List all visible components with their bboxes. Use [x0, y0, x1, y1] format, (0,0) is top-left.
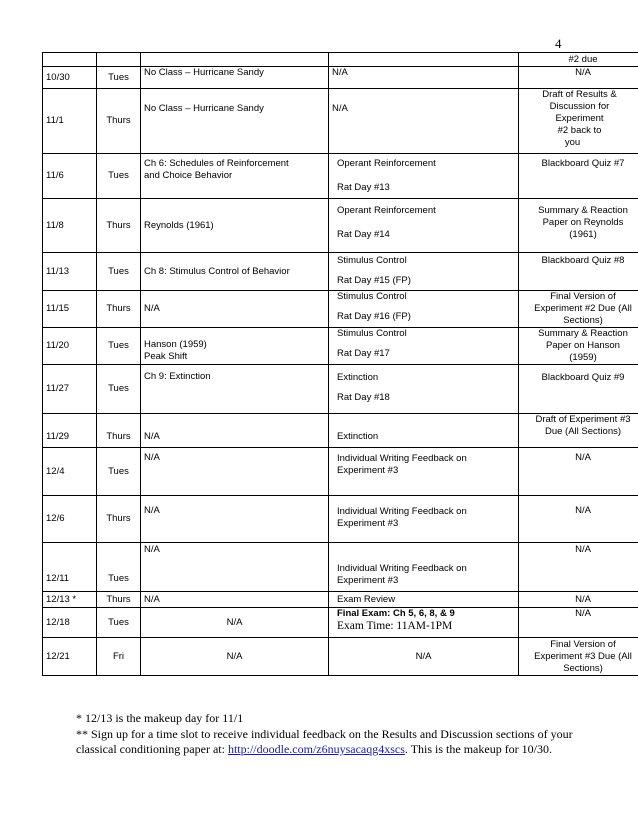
table-row: [43, 253, 638, 291]
table-row: [43, 199, 638, 253]
lab-line: Stimulus Control: [337, 328, 407, 339]
due-line: #2 back to: [557, 125, 602, 136]
topic-cell: N/A: [141, 638, 329, 676]
date-cell: 12/21: [43, 638, 97, 676]
due-cell: N/A: [519, 543, 638, 592]
table-row: [43, 608, 638, 638]
lab-line: Rat Day #14: [337, 229, 390, 240]
due-line: Paper on Hanson: [546, 340, 620, 351]
due-cell: N/A: [519, 67, 638, 89]
lab-cell: [329, 608, 519, 638]
day-cell: Tues: [97, 448, 141, 496]
lab-line: Experiment #3: [337, 575, 399, 586]
due-line: Sections): [563, 315, 603, 326]
date-cell: 11/29: [43, 414, 97, 448]
due-line: Paper on Reynolds: [542, 217, 624, 228]
topic-cell: [141, 154, 329, 199]
final-exam-time: Exam Time: 11AM-1PM: [337, 620, 453, 632]
day-cell: Tues: [97, 253, 141, 291]
due-line: you: [564, 137, 581, 148]
lab-line: Individual Writing Feedback on: [337, 563, 467, 574]
topic-cell: N/A: [141, 496, 329, 543]
day-cell: Tues: [97, 328, 141, 365]
due-cell: N/A: [519, 592, 638, 608]
lab-line: Operant Reinforcement: [337, 205, 436, 216]
due-line: Experiment: [555, 113, 604, 124]
date-cell: 10/30: [43, 67, 97, 89]
lab-line: Rat Day #16 (FP): [337, 311, 411, 322]
day-cell: [97, 53, 141, 67]
date-cell: 12/18: [43, 608, 97, 638]
day-cell: Fri: [97, 638, 141, 676]
table-row: [43, 543, 638, 592]
table-row: [43, 154, 638, 199]
topic-cell: No Class – Hurricane Sandy: [141, 89, 329, 154]
page-number: 4: [555, 36, 562, 51]
due-cell: N/A: [519, 608, 638, 638]
due-cell: [519, 414, 638, 448]
final-exam-title: Final Exam: Ch 5, 6, 8, & 9: [337, 608, 455, 619]
topic-cell: N/A: [141, 414, 329, 448]
lab-line: Extinction: [337, 372, 379, 383]
lab-cell: [329, 328, 519, 365]
table-row: [43, 365, 638, 414]
due-cell: Blackboard Quiz #8: [519, 253, 638, 291]
date-cell: 11/1: [43, 89, 97, 154]
due-cell: [519, 291, 638, 328]
lab-cell: [329, 496, 519, 543]
lab-line: Rat Day #13: [337, 182, 390, 193]
due-cell: #2 due: [519, 53, 638, 67]
due-cell: [519, 638, 638, 676]
lab-cell: [329, 448, 519, 496]
topic-cell: Reynolds (1961): [141, 199, 329, 253]
lab-line: Stimulus Control: [337, 255, 407, 266]
lab-cell: [329, 543, 519, 592]
day-cell: Tues: [97, 543, 141, 592]
due-cell: Blackboard Quiz #7: [519, 154, 638, 199]
topic-line: Hanson (1959): [144, 339, 207, 350]
day-cell: Thurs: [97, 592, 141, 608]
date-cell: 11/27: [43, 365, 97, 414]
footnote-signup-tail: . This is the makeup for 10/30.: [404, 742, 553, 756]
table-row: [43, 414, 638, 448]
due-cell: [519, 89, 638, 154]
lab-cell: N/A: [329, 638, 519, 676]
lab-line: Experiment #3: [337, 465, 399, 476]
lab-line: Operant Reinforcement: [337, 158, 436, 169]
lab-line: Experiment #3: [337, 518, 399, 529]
schedule-table: [42, 52, 638, 676]
topic-cell: [141, 53, 329, 67]
date-cell: 12/4: [43, 448, 97, 496]
day-cell: Thurs: [97, 414, 141, 448]
due-line: Sections): [563, 662, 603, 674]
topic-cell: N/A: [141, 448, 329, 496]
footnote-makeup-day: * 12/13 is the makeup day for 11/1: [76, 711, 244, 725]
due-line: Summary & Reaction: [538, 205, 628, 216]
date-cell: 12/6: [43, 496, 97, 543]
date-cell: 12/11: [43, 543, 97, 592]
footnotes: [76, 711, 596, 758]
due-line: Summary & Reaction: [538, 328, 628, 339]
table-row: [43, 67, 638, 89]
day-cell: Thurs: [97, 291, 141, 328]
topic-cell: Ch 9: Extinction: [141, 365, 329, 414]
day-cell: Thurs: [97, 199, 141, 253]
topic-cell: Ch 8: Stimulus Control of Behavior: [141, 253, 329, 291]
due-cell: N/A: [519, 448, 638, 496]
footnote-signup: [76, 727, 596, 758]
lab-line: Rat Day #15 (FP): [337, 275, 411, 286]
topic-cell: [141, 328, 329, 365]
lab-line: Individual Writing Feedback on: [337, 453, 467, 464]
date-cell: 11/8: [43, 199, 97, 253]
footnote-signup-text: ** Sign up for a time slot to receive individual feedback on the Results and Discussion sections of your classical conditioning paper at:: [76, 726, 573, 756]
table-row: [43, 496, 638, 543]
table-row: [43, 328, 638, 365]
table-row: [43, 89, 638, 154]
lab-cell: Exam Review: [329, 592, 519, 608]
due-line: Experiment #3 Due (All: [534, 650, 632, 662]
day-cell: Tues: [97, 365, 141, 414]
topic-line: Peak Shift: [144, 351, 188, 362]
due-cell: Blackboard Quiz #9: [519, 365, 638, 414]
due-line: Final Version of: [550, 638, 616, 650]
topic-cell: No Class – Hurricane Sandy: [141, 67, 329, 89]
lab-line: Stimulus Control: [337, 291, 407, 302]
lab-line: Rat Day #18: [337, 392, 390, 403]
topic-line: and Choice Behavior: [144, 170, 233, 181]
topic-cell: N/A: [141, 291, 329, 328]
date-cell: 11/15: [43, 291, 97, 328]
due-cell: [519, 199, 638, 253]
lab-cell: N/A: [329, 89, 519, 154]
lab-cell: [329, 253, 519, 291]
lab-cell: [329, 291, 519, 328]
lab-cell: [329, 365, 519, 414]
day-cell: Thurs: [97, 89, 141, 154]
lab-line: Individual Writing Feedback on: [337, 506, 467, 517]
due-line: Due (All Sections): [544, 426, 622, 437]
topic-cell: N/A: [141, 592, 329, 608]
day-cell: Tues: [97, 154, 141, 199]
date-cell: 12/13 *: [43, 592, 97, 608]
date-cell: 11/20: [43, 328, 97, 365]
day-cell: Thurs: [97, 496, 141, 543]
topic-cell: N/A: [141, 608, 329, 638]
lab-cell: N/A: [329, 67, 519, 89]
due-line: Experiment #2 Due (All: [534, 303, 632, 314]
due-line: Draft of Experiment #3: [535, 414, 631, 425]
date-cell: [43, 53, 97, 67]
topic-line: Ch 6: Schedules of Reinforcement: [144, 158, 289, 169]
due-line: Draft of Results &: [542, 89, 617, 100]
due-line: Discussion for: [549, 101, 610, 112]
lab-cell: [329, 199, 519, 253]
lab-cell: Extinction: [329, 414, 519, 448]
due-line: (1959): [569, 352, 597, 363]
lab-cell: [329, 154, 519, 199]
table-row: [43, 592, 638, 608]
due-cell: N/A: [519, 496, 638, 543]
table-row: [43, 448, 638, 496]
table-row: [43, 53, 638, 67]
topic-cell: N/A: [141, 543, 329, 592]
table-row: [43, 638, 638, 676]
lab-line: Rat Day #17: [337, 348, 390, 359]
date-cell: 11/13: [43, 253, 97, 291]
date-cell: 11/6: [43, 154, 97, 199]
due-line: Final Version of: [550, 291, 616, 302]
table-row: [43, 291, 638, 328]
day-cell: Tues: [97, 67, 141, 89]
due-cell: [519, 328, 638, 365]
due-line: (1961): [569, 229, 597, 240]
lab-cell: [329, 53, 519, 67]
doodle-link[interactable]: http://doodle.com/z6nuysacaqg4xscs: [227, 742, 405, 756]
day-cell: Tues: [97, 608, 141, 638]
